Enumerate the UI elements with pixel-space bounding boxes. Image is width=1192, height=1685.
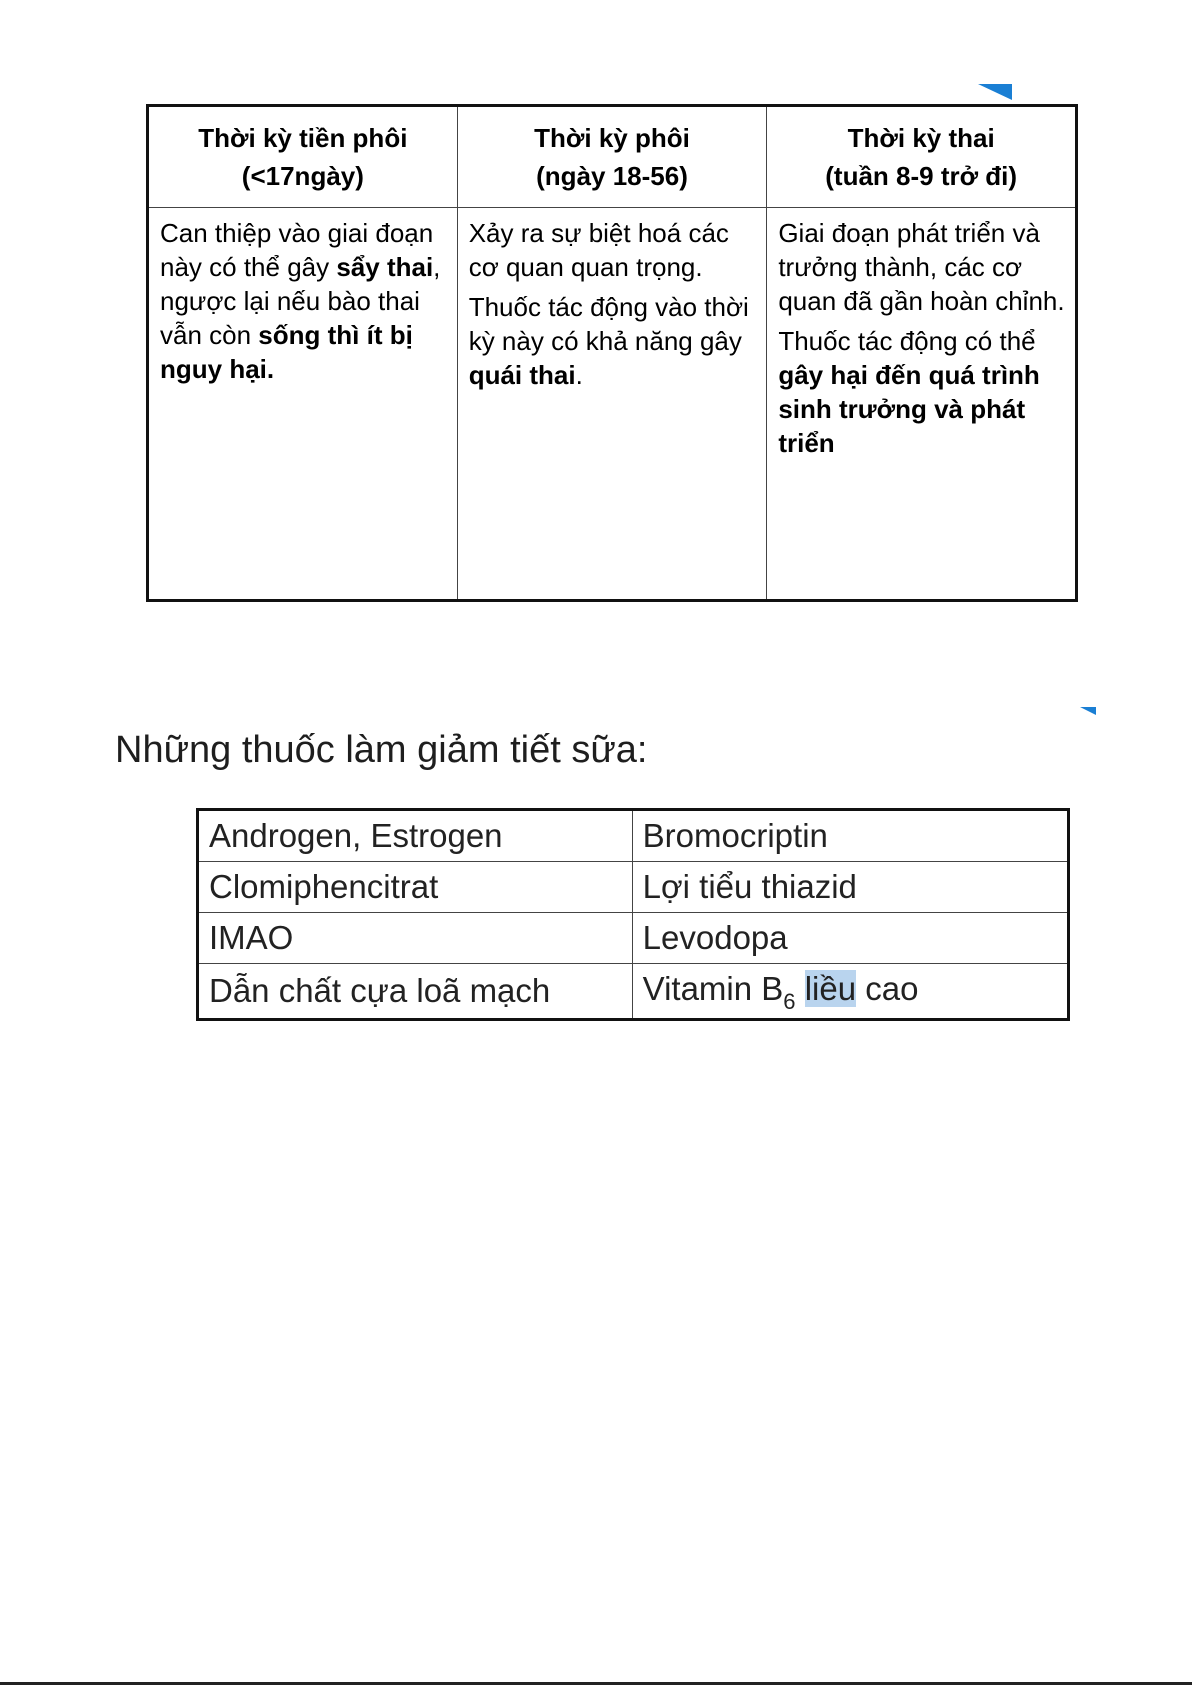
drug-cell: IMAO: [198, 913, 633, 964]
table-row: [198, 862, 1069, 913]
cell-bold-text: sống thì ít bị nguy hại.: [160, 320, 413, 384]
drug-cell: Clomiphencitrat: [198, 862, 633, 913]
fetal-period-table: [146, 104, 1078, 602]
cell-pre-embryo: [148, 208, 458, 601]
cell-paragraph: [778, 324, 1065, 460]
table-row: [198, 964, 1069, 1020]
drug-text: cao: [865, 970, 919, 1007]
drug-cell: Levodopa: [632, 913, 1068, 964]
drug-cell: [632, 964, 1068, 1020]
cell-paragraph: [469, 290, 757, 392]
drug-cell: Dẫn chất cựa loã mạch: [198, 964, 633, 1020]
cell-bold-text: gây hại đến quá trình sinh trưởng và phát triển: [778, 360, 1040, 458]
header-line: (tuần 8-9 trở đi): [825, 161, 1018, 191]
table-row: [198, 913, 1069, 964]
cell-paragraph: Giai đoạn phát triển và trưởng thành, các cơ quan đã gần hoàn chỉnh.: [778, 218, 1065, 316]
cell-bold-text: quái thai: [468, 360, 576, 390]
cell-text: Can thiệp vào giai đoạn này có thể gây: [160, 218, 434, 282]
drug-text: Vitamin B: [642, 970, 784, 1007]
table-header-row: [148, 106, 1077, 208]
header-line: Thời kỳ tiền phôi: [198, 123, 408, 153]
header-embryo: [457, 106, 767, 208]
header-line: (ngày 18-56): [536, 161, 688, 191]
header-line: Thời kỳ thai: [847, 123, 995, 153]
drug-cell: Androgen, Estrogen: [198, 810, 633, 862]
header-fetal: [767, 106, 1077, 208]
cell-text: .: [575, 360, 583, 390]
cell-paragraph: [160, 216, 447, 386]
cell-paragraph: Xảy ra sự biệt hoá các cơ quan quan trọng.: [468, 218, 729, 282]
corner-marker-icon: [1080, 707, 1096, 715]
cell-fetal: [767, 208, 1077, 601]
header-pre-embryo: [148, 106, 458, 208]
cell-text: , ngược lại nếu bào thai vẫn còn: [160, 252, 441, 350]
drug-cell: Bromocriptin: [632, 810, 1068, 862]
cell-text: Thuốc tác động có thể: [778, 326, 1036, 356]
selected-text[interactable]: liều: [804, 970, 857, 1007]
table-row: [198, 810, 1069, 862]
cell-bold-text: sẩy thai: [336, 252, 434, 282]
drug-cell: Lợi tiểu thiazid: [632, 862, 1068, 913]
cell-embryo: [457, 208, 767, 601]
cell-text: Thuốc tác động vào thời kỳ này có khả năng gây: [468, 292, 749, 356]
lactation-drug-table: [196, 808, 1070, 1021]
header-line: Thời kỳ phôi: [534, 123, 690, 153]
corner-marker-icon: [978, 84, 1012, 100]
section-title: Những thuốc làm giảm tiết sữa:: [115, 729, 648, 771]
subscript: 6: [783, 989, 796, 1014]
table-row: [148, 208, 1077, 601]
header-line: (<17ngày): [241, 161, 364, 191]
